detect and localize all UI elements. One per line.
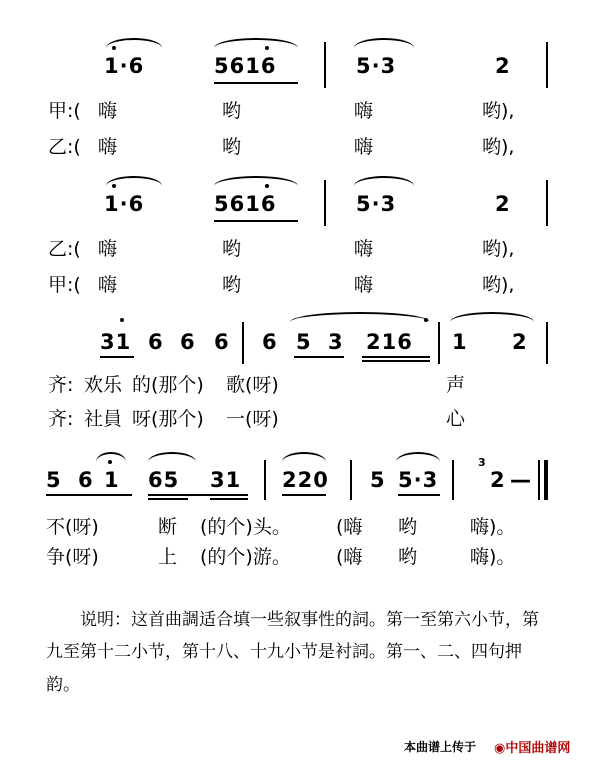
- lyric-word: 上: [158, 546, 178, 568]
- lyric-word: 哟: [222, 100, 242, 122]
- lyric-word: 哟: [398, 516, 418, 538]
- slur: [214, 38, 298, 48]
- lyric-role: 齐:: [48, 374, 74, 396]
- slur: [214, 176, 298, 186]
- note: 2: [490, 468, 506, 492]
- barline: [546, 42, 548, 88]
- beam-line: [46, 494, 132, 496]
- note: 2: [512, 330, 528, 354]
- logo-mark-icon: ◉: [494, 741, 506, 756]
- barline: [350, 460, 352, 500]
- note-group: 1·6: [104, 54, 145, 78]
- beam-line: [398, 494, 440, 496]
- lyric-word: 嗨)。: [470, 516, 516, 538]
- lyric-word: 哟: [398, 546, 418, 568]
- lyric-role: 齐:: [48, 408, 74, 430]
- note-hold: —: [510, 468, 532, 492]
- barline: [452, 460, 454, 500]
- note-group: 2: [495, 54, 511, 78]
- beam-line: [294, 356, 344, 358]
- final-barline-thick: [544, 460, 548, 500]
- note-group: 5·3: [398, 468, 439, 492]
- slur: [148, 452, 196, 462]
- note: 6: [148, 330, 164, 354]
- lyric-word: 嗨: [354, 238, 374, 260]
- site-logo: ◉中国曲谱网: [494, 741, 571, 756]
- note-group: 65: [148, 468, 180, 492]
- lyric-word: 一(呀): [226, 408, 279, 430]
- barline: [264, 460, 266, 500]
- grace-note: 3: [478, 456, 486, 469]
- slur: [450, 312, 534, 322]
- barline: [324, 180, 326, 226]
- note: 6: [214, 330, 230, 354]
- lyric-word: 哟: [222, 274, 242, 296]
- lyric-word: 断: [158, 516, 178, 538]
- octave-dot: [112, 184, 116, 188]
- lyric-word: 社員: [84, 408, 123, 430]
- lyric-word: 嗨: [354, 274, 374, 296]
- note: 1: [452, 330, 468, 354]
- lyric-word: 嗨: [354, 136, 374, 158]
- note: 5: [46, 468, 62, 492]
- lyric-word: (嗨: [336, 516, 363, 538]
- barline: [546, 322, 548, 364]
- lyric-word: 呀(那个): [132, 408, 204, 430]
- note: 1: [104, 468, 120, 492]
- upload-caption: 本曲谱上传于: [404, 740, 477, 754]
- note-group: 5616: [214, 192, 277, 216]
- lyric-word: 心: [446, 408, 466, 430]
- note: 6: [262, 330, 278, 354]
- beam-line: [148, 498, 188, 500]
- barline: [324, 42, 326, 88]
- beam-line: [214, 82, 298, 84]
- lyric-word: 嗨)。: [470, 546, 516, 568]
- note-group: 2: [495, 192, 511, 216]
- lyric-word: 嗨: [98, 136, 118, 158]
- lyric-word: 争(呀): [46, 546, 99, 568]
- note: 5: [370, 468, 386, 492]
- slur: [396, 452, 440, 462]
- note-group: 5·3: [356, 192, 397, 216]
- lyric-role: 乙:(: [48, 238, 81, 260]
- barline: [438, 322, 440, 364]
- note: 6: [78, 468, 94, 492]
- note-group: 216: [366, 330, 413, 354]
- lyric-word: 的(那个): [132, 374, 204, 396]
- slur: [354, 38, 414, 48]
- lyric-role: 甲:(: [48, 274, 81, 296]
- octave-dot: [108, 460, 112, 464]
- note-group: 220: [282, 468, 329, 492]
- lyric-word: 嗨: [354, 100, 374, 122]
- lyric-word: 欢乐: [84, 374, 123, 396]
- lyric-word: 哟),: [482, 274, 515, 296]
- beam-line: [100, 356, 134, 358]
- beam-line: [148, 494, 248, 496]
- beam-line: [214, 220, 298, 222]
- lyric-word: 哟),: [482, 136, 515, 158]
- lyric-word: 哟: [222, 238, 242, 260]
- lyric-word: 嗨: [98, 238, 118, 260]
- note: 6: [180, 330, 196, 354]
- beam-line: [210, 498, 248, 500]
- explanation-note: 说明：这首曲調适合填一些叙事性的詞。第一至第六小节，第九至第十二小节，第十八、十九小节是衬詞。第一、二、四句押韵。: [46, 610, 539, 695]
- note-group: 5616: [214, 54, 277, 78]
- beam-line: [282, 494, 326, 496]
- lyric-word: 不(呀): [46, 516, 99, 538]
- slur: [290, 312, 430, 322]
- barline: [546, 180, 548, 226]
- note-group: 31: [210, 468, 242, 492]
- lyric-word: 嗨: [98, 100, 118, 122]
- lyric-word: (嗨: [336, 546, 363, 568]
- beam-line: [362, 360, 430, 362]
- lyric-word: (的个)头。: [200, 516, 291, 538]
- note: 3: [328, 330, 344, 354]
- lyric-word: (的个)游。: [200, 546, 291, 568]
- lyric-role: 甲:(: [48, 100, 81, 122]
- beam-line: [362, 356, 430, 358]
- note-group: 31: [100, 330, 132, 354]
- lyric-word: 嗨: [98, 274, 118, 296]
- lyric-word: 哟),: [482, 100, 515, 122]
- lyric-role: 乙:(: [48, 136, 81, 158]
- octave-dot: [265, 184, 269, 188]
- lyric-word: 哟),: [482, 238, 515, 260]
- barline: [242, 322, 244, 364]
- slur: [354, 176, 414, 186]
- note-group: 5·3: [356, 54, 397, 78]
- lyric-word: 哟: [222, 136, 242, 158]
- lyric-word: 歌(呀): [226, 374, 279, 396]
- octave-dot: [265, 46, 269, 50]
- octave-dot: [120, 318, 124, 322]
- final-barline-thin: [538, 460, 540, 500]
- octave-dot: [112, 46, 116, 50]
- lyric-word: 声: [446, 374, 466, 396]
- note: 5: [296, 330, 312, 354]
- note-group: 1·6: [104, 192, 145, 216]
- slur: [282, 452, 326, 462]
